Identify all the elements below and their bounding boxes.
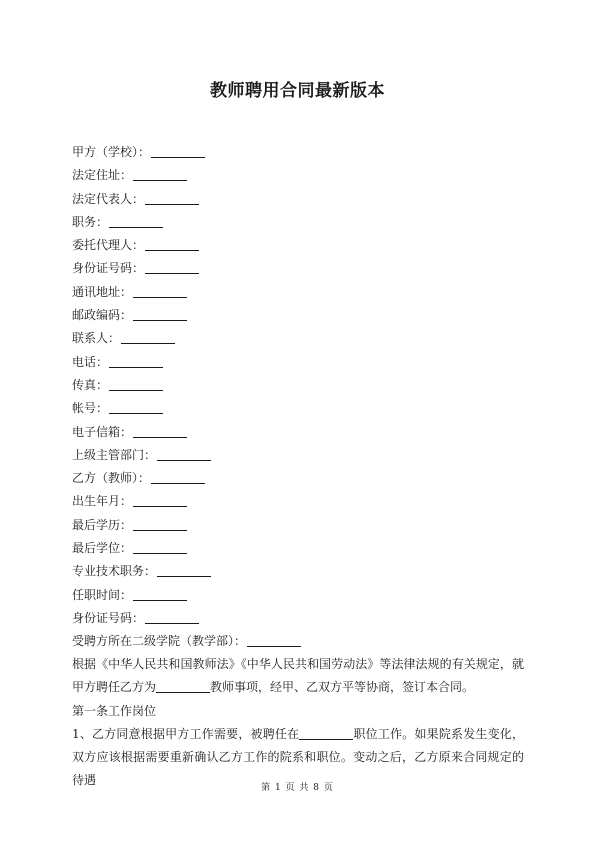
- field-party-a: [72, 141, 532, 164]
- field-id-number-a: [72, 257, 532, 280]
- field-legal-representative: [72, 188, 532, 211]
- field-phone: [72, 351, 532, 374]
- field-postal-code: [72, 304, 532, 327]
- paragraph-text: 教师事项，经甲、乙双方平等协商，签订本合同。: [210, 680, 475, 695]
- field-label: 甲方（学校）：: [72, 145, 151, 159]
- fill-blank: [151, 470, 205, 484]
- fill-blank: [156, 679, 210, 693]
- field-professional-title: [72, 560, 532, 583]
- fill-blank: [157, 447, 211, 461]
- field-mailing-address: [72, 281, 532, 304]
- section-heading: 第一条工作岗位: [72, 703, 157, 718]
- field-label: 职务：: [72, 214, 109, 229]
- intro-paragraph: [72, 653, 524, 700]
- field-label: 联系人：: [72, 331, 121, 346]
- field-label: 身份证号码：: [72, 610, 145, 625]
- fill-blank: [145, 260, 199, 274]
- field-label: 法定代表人：: [72, 191, 145, 206]
- field-id-number-b: [72, 607, 532, 630]
- fill-blank: [121, 330, 175, 344]
- field-label: 传真：: [72, 377, 109, 392]
- page-footer: 第 1 页 共 8 页: [261, 783, 334, 793]
- field-party-b: [72, 467, 532, 490]
- fill-blank: [133, 587, 187, 601]
- field-education: [72, 514, 532, 537]
- field-label: 委托代理人：: [72, 238, 145, 253]
- field-email: [72, 421, 532, 444]
- field-label: 专业技术职务：: [72, 564, 157, 579]
- field-account: [72, 397, 532, 420]
- fill-blank: [133, 517, 187, 531]
- paragraph-text: 根据《中华人民共和国教师法》《中华人民共和国劳动法》等法律法规的有关规定，就甲方聘任乙方为: [72, 657, 524, 695]
- fill-blank: [109, 377, 163, 391]
- field-label: 出生年月：: [72, 494, 133, 509]
- field-label: 身份证号码：: [72, 261, 145, 276]
- fill-blank: [133, 493, 187, 507]
- field-birth-date: [72, 490, 532, 513]
- fill-blank: [109, 400, 163, 414]
- field-label: 邮政编码：: [72, 308, 133, 323]
- field-label: 电子信箱：: [72, 424, 133, 439]
- fill-blank: [145, 237, 199, 251]
- field-label: 最后学历：: [72, 517, 133, 532]
- field-label: 帐号：: [72, 401, 109, 416]
- field-label: 通讯地址：: [72, 284, 133, 299]
- fill-blank: [157, 563, 211, 577]
- fill-blank: [133, 540, 187, 554]
- field-label: 任职时间：: [72, 587, 133, 602]
- fill-blank: [133, 424, 187, 438]
- field-contact-person: [72, 327, 532, 350]
- fill-blank: [133, 167, 187, 181]
- paragraph-text: 职位工作。如果院系发生变化，双方应该根据需要重新确认乙方工作的院系和职位。变动之后，乙方原来合同规定的待遇: [72, 726, 524, 788]
- fill-blank: [133, 307, 187, 321]
- paragraph-text: 1、乙方同意根据甲方工作需要，被聘任在: [72, 726, 300, 741]
- field-degree: [72, 537, 532, 560]
- field-legal-address: [72, 164, 532, 187]
- field-tenure-date: [72, 584, 532, 607]
- field-position: [72, 211, 532, 234]
- field-college: [72, 630, 532, 653]
- fill-blank: [145, 191, 199, 205]
- fill-blank: [151, 144, 205, 158]
- contract-fields: [72, 141, 532, 654]
- field-label: 上级主管部门：: [72, 447, 157, 462]
- fill-blank: [109, 354, 163, 368]
- field-fax: [72, 374, 532, 397]
- fill-blank: [247, 633, 301, 647]
- fill-blank: [299, 726, 353, 740]
- field-label: 乙方（教师）：: [72, 471, 151, 486]
- field-label: 法定住址：: [72, 168, 133, 183]
- fill-blank: [109, 214, 163, 228]
- fill-blank: [133, 284, 187, 298]
- field-label: 最后学位：: [72, 541, 133, 556]
- contract-body: [72, 653, 524, 793]
- fill-blank: [145, 610, 199, 624]
- document-title: 教师聘用合同最新版本: [210, 81, 385, 101]
- field-supervising-department: [72, 444, 532, 467]
- field-label: 电话：: [72, 354, 109, 369]
- field-label: 受聘方所在二级学院（教学部）：: [72, 634, 247, 649]
- field-authorized-agent: [72, 234, 532, 257]
